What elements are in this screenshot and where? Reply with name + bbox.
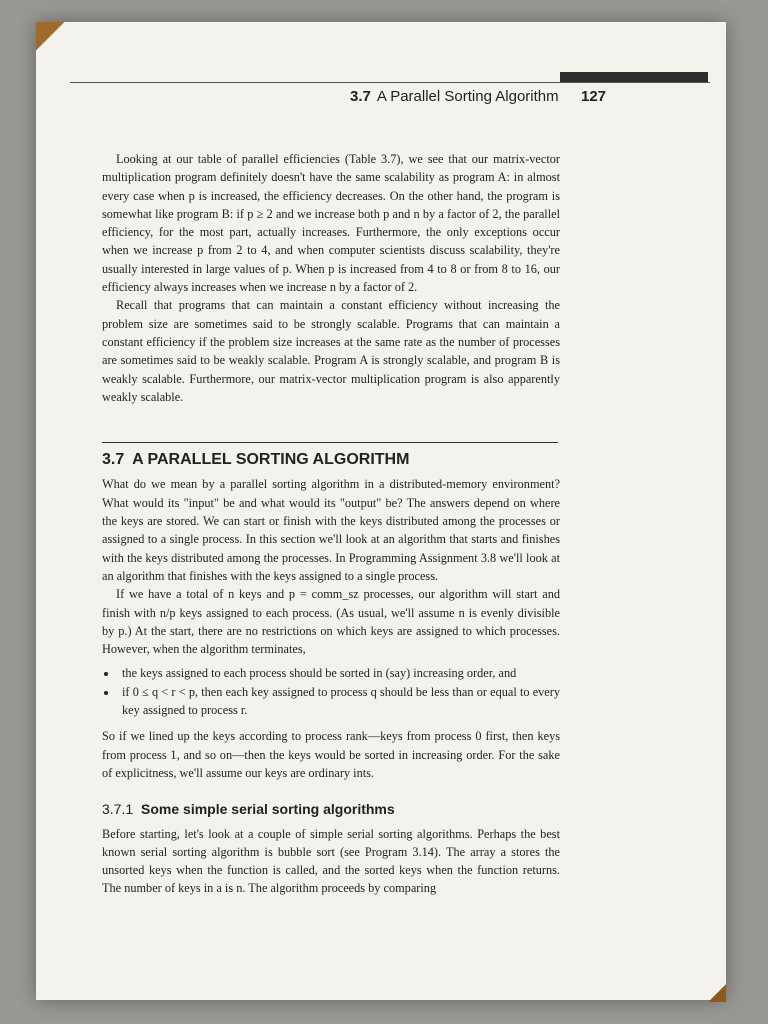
paragraph-scalability-2: Recall that programs that can maintain a constant efficiency without increasing the problem size are sometimes said to be strongly scalable. Programs that can maintain a constant efficiency if the problem size increases at the same rate as the number of processes are sometimes said to be weakly scalable. Program A is strongly scalable, and program B is weakly scalable. Furthermore, our matrix-vector multiplication program is also apparently weakly scalable.	[102, 298, 560, 404]
header-bar	[560, 72, 708, 82]
page-body	[102, 150, 560, 898]
paragraph-sorting-3: So if we lined up the keys according to process rank—keys from process 0 first, then keys from process 1, and so on—then the keys would be sorted in increasing order. For the sake of explicitness, we'll assume our keys are ordinary ints.	[102, 729, 560, 780]
running-head	[350, 88, 600, 105]
section-title: A PARALLEL SORTING ALGORITHM	[132, 451, 410, 469]
subsection-number: 3.7.1	[102, 801, 134, 818]
paragraph-serial-sort: Before starting, let's look at a couple of simple serial sorting algorithms. Perhaps the best known serial sorting algorithm is bubble sort (see Program 3.14). The array a stores the unsorted keys when the function is called, and the sorted keys when the function returns. The number of keys in a is n. The algorithm proceeds by comparing	[102, 826, 560, 896]
bullet-list	[102, 664, 560, 719]
header-rule	[70, 82, 710, 83]
page-corner-fold	[36, 22, 76, 62]
section-heading	[102, 451, 560, 469]
subsection-heading	[102, 800, 560, 818]
paragraph-sorting-1: What do we mean by a parallel sorting algorithm in a distributed-memory environment? What would its "input" be and what would its "output" be? The answers depend on where the keys are stored. We can start or finish with the keys distributed among the processes or assigned to a single process. In this section we'll look at an algorithm that starts and finishes with the keys distributed among the processes. In Programming Assignment 3.8 we'll look at an algorithm that finishes with the keys assigned to a single process.	[102, 477, 560, 583]
page-corner-bottom	[704, 980, 726, 1002]
section-number: 3.7	[102, 451, 125, 469]
bullet-item: • the keys assigned to each process should be sorted in (say) increasing order, and	[118, 664, 560, 682]
running-head-section-number: 3.7	[350, 88, 371, 105]
paragraph-scalability-1: Looking at our table of parallel efficiencies (Table 3.7), we see that our matrix-vector multiplication program definitely doesn't have the same scalability as program A: in almost every case when p is increased, the efficiency decreases. On the other hand, the program is somewhat like program B: if p ≥ 2 and we increase both p and n by a factor of 2, the parallel efficiency, for the most part, actually increases. Furthermore, the only exceptions occur when we increase p from 2 to 4, and when computer scientists discuss scalability, they're usually interested in large values of p. When p is increased from 4 to 8 or from 8 to 16, our efficiency always increases when we increase n by a factor of 2.	[102, 152, 560, 295]
section-rule	[102, 442, 558, 443]
paragraph-sorting-2: If we have a total of n keys and p = comm_sz processes, our algorithm will start and finish with n/p keys assigned to each process. (As usual, we'll assume n is evenly divisible by p.) At the start, there are no restrictions on which keys are assigned to which processes. However, when the algorithm terminates,	[102, 587, 560, 657]
subsection-title: Some simple serial sorting algorithms	[141, 801, 395, 818]
bullet-item: • if 0 ≤ q < r < p, then each key assigned to process q should be less than or equal to every key assigned to process r.	[118, 683, 560, 720]
page-number: 127	[581, 88, 607, 105]
running-head-title: A Parallel Sorting Algorithm	[376, 88, 559, 105]
